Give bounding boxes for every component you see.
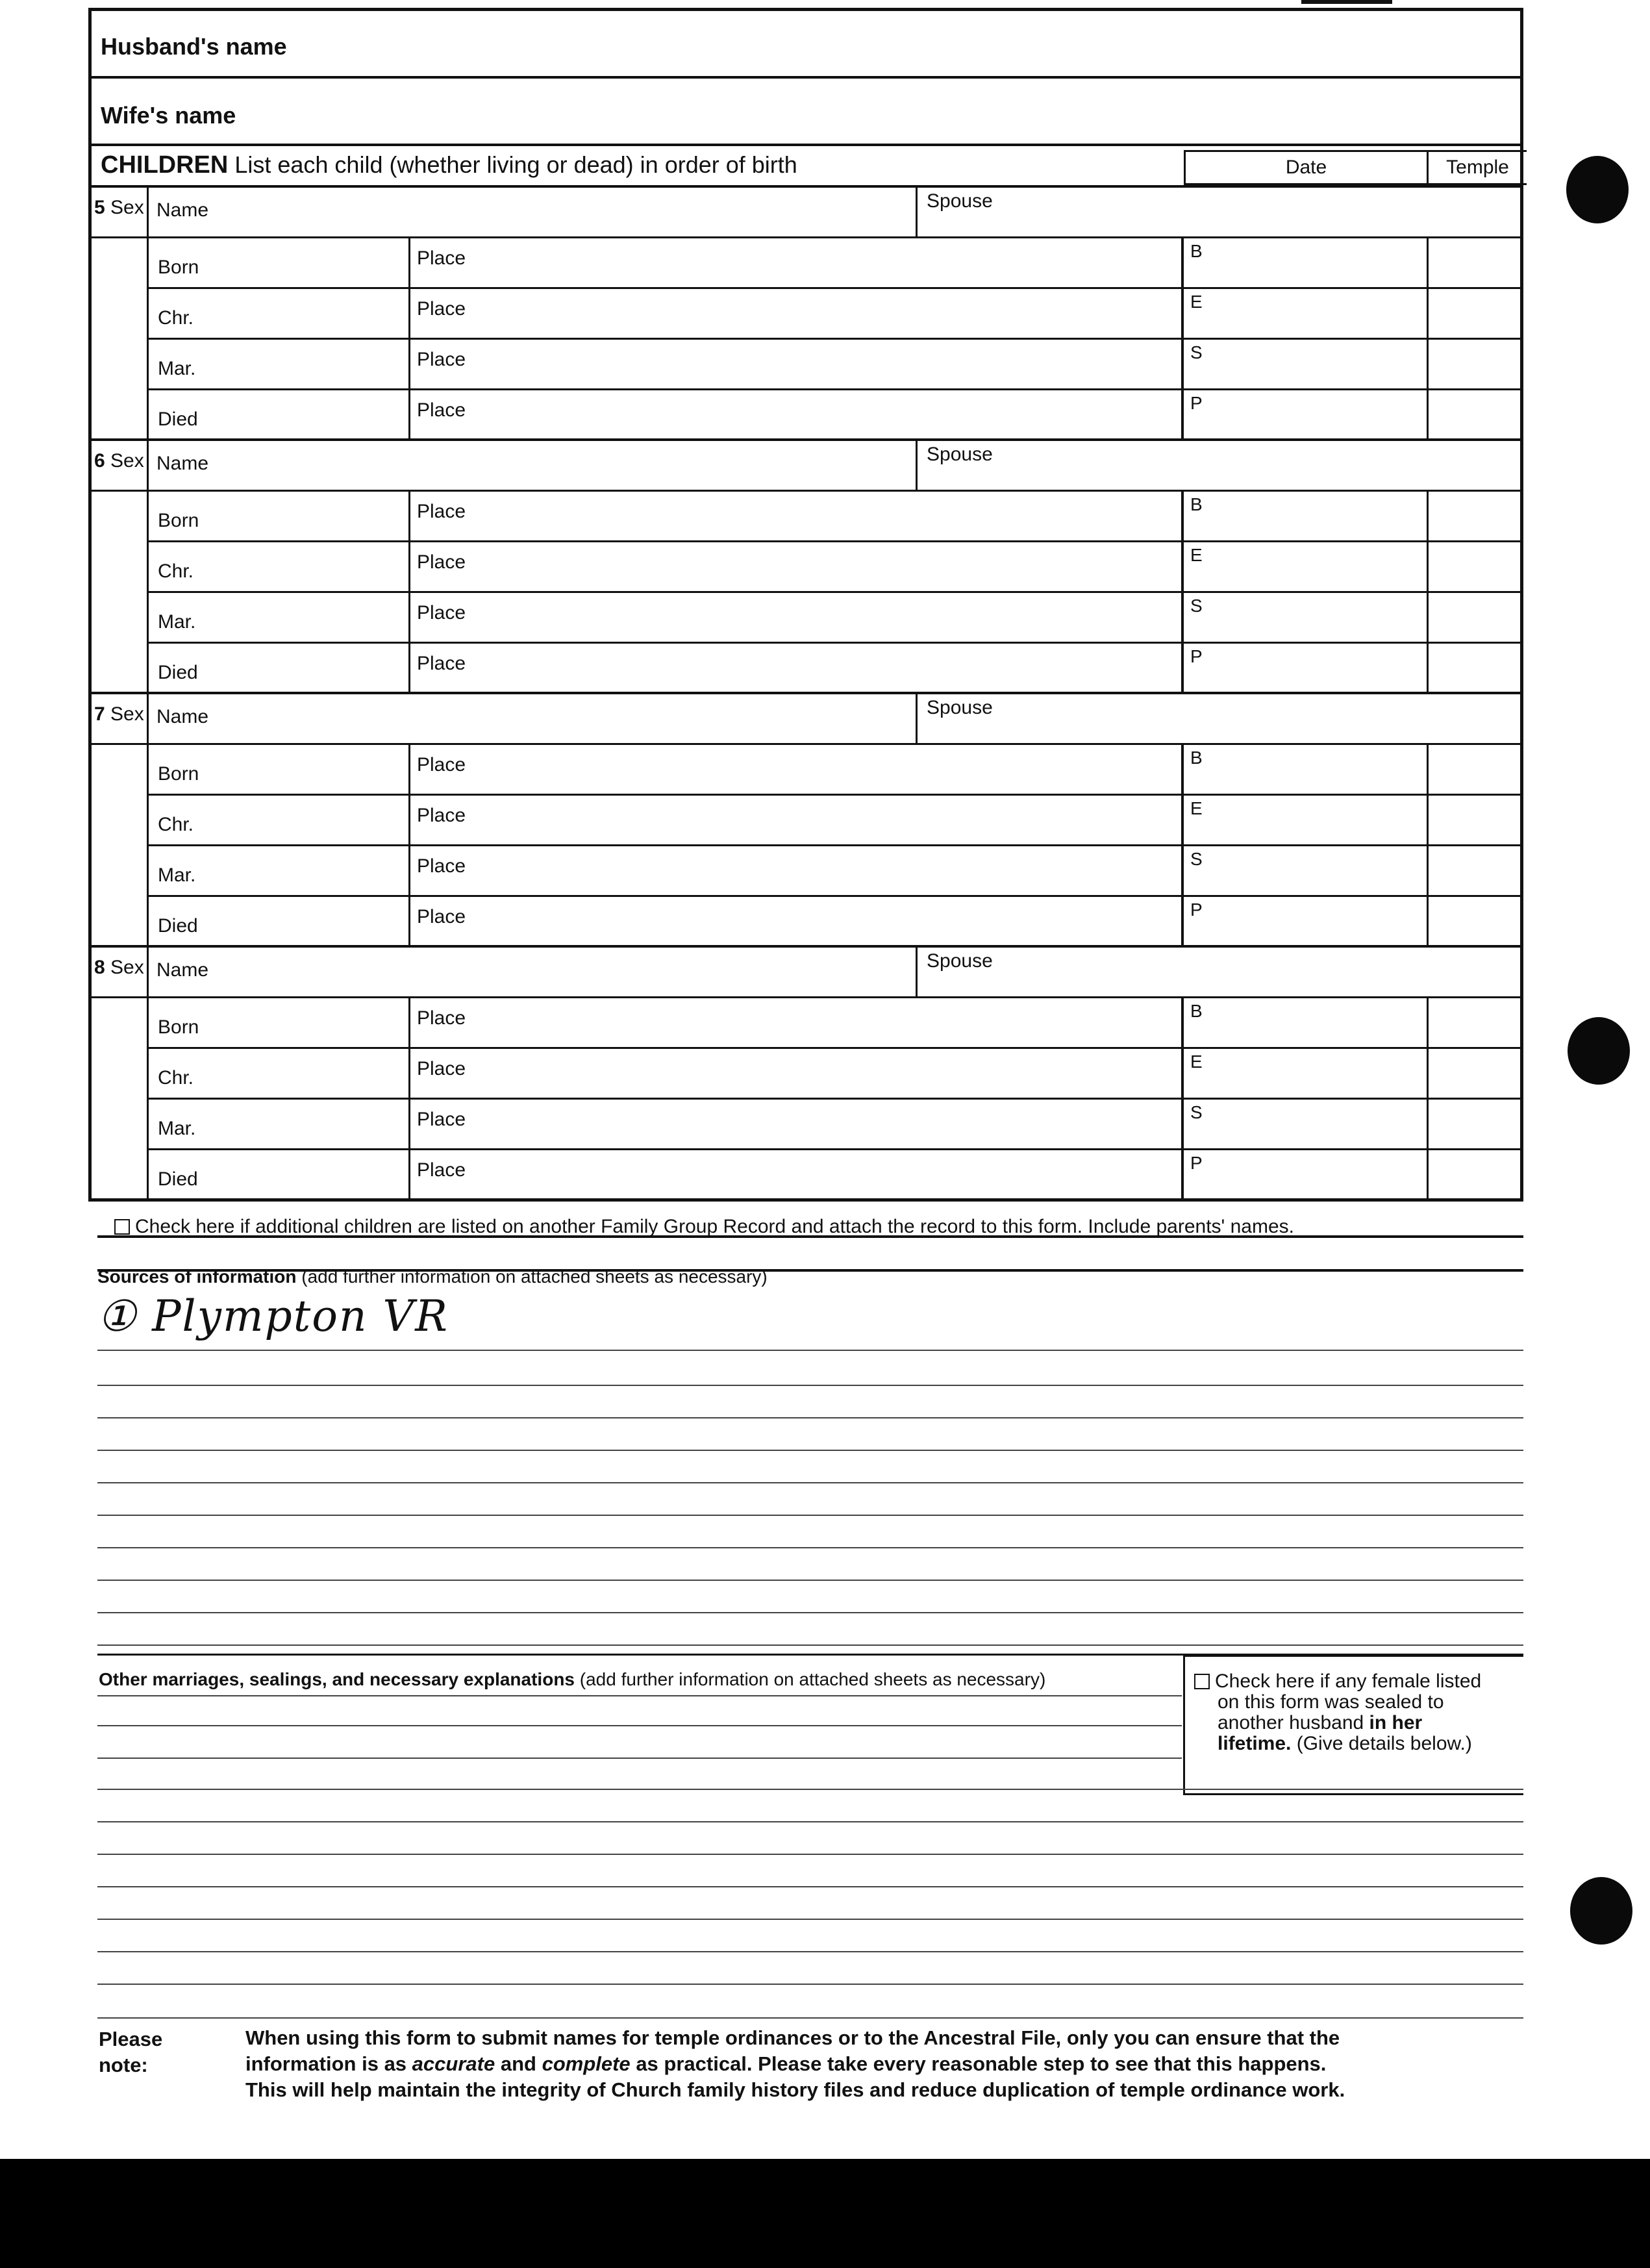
place-label: Place [417,298,466,320]
ordinance-letter: B [1190,494,1203,514]
sources-label-rest: (add further information on attached sheets as necessary) [301,1266,768,1287]
place-label: Place [417,247,466,269]
checkbox-icon[interactable] [1194,1674,1210,1689]
child-number: 6 [94,450,105,472]
place-label: Place [417,653,466,674]
place-field[interactable] [408,745,1184,794]
seal-check-line-3b: in her [1369,1712,1423,1733]
child-number-sex[interactable] [92,948,149,998]
child-number: 7 [94,703,105,725]
ordinance-letter: B [1190,748,1203,768]
sources-label-bold: Sources of information [97,1266,297,1287]
event-row [149,593,1184,644]
event-label[interactable]: Chr. [158,1067,194,1089]
spouse-field[interactable] [918,694,1520,745]
ordinance-letter: S [1190,596,1203,616]
name-label: Name [156,706,209,727]
child-name-field[interactable] [149,188,918,238]
place-label: Place [417,602,466,624]
writing-line[interactable] [97,1482,1523,1483]
writing-line[interactable] [97,1854,1523,1855]
child-number-sex[interactable] [92,441,149,492]
event-row [149,897,1184,948]
sources-label [97,1266,768,1287]
ordinance-letter: E [1190,545,1203,565]
checkbox-icon[interactable] [114,1219,130,1235]
child-block [92,692,1520,945]
place-label: Place [417,855,466,877]
note-line-2 [245,2051,1544,2077]
place-label: Place [417,1109,466,1130]
event-row [149,542,1184,593]
ordinance-date-field[interactable] [1184,238,1427,289]
event-label[interactable]: Born [158,1016,199,1038]
please-note-text [245,2025,1544,2103]
event-label[interactable]: Mar. [158,611,196,633]
event-label[interactable]: Born [158,510,199,531]
name-label: Name [156,959,209,981]
event-label[interactable]: Died [158,662,198,683]
event-label[interactable]: Chr. [158,561,194,582]
temple-field[interactable] [1427,998,1520,1049]
ordinance-letter: P [1190,393,1203,413]
place-label: Place [417,399,466,421]
sex-label: Sex [110,197,144,218]
ordinance-date-field[interactable] [1184,796,1427,846]
note-italic: complete [542,2052,631,2075]
temple-field[interactable] [1427,390,1520,441]
spouse-field[interactable] [918,441,1520,492]
note-italic: accurate [412,2052,495,2075]
event-row [149,492,1184,542]
scan-border [0,2159,1650,2268]
please-note-label: Please note: [99,2028,163,2076]
seal-check-line-2: on this form was sealed to [1218,1691,1444,1713]
children-header [92,146,1520,185]
place-field[interactable] [408,644,1184,692]
writing-line[interactable] [97,1417,1523,1418]
place-label: Place [417,805,466,826]
child-name-field[interactable] [149,441,918,492]
seal-check-line-4: lifetime. [1218,1733,1292,1754]
place-label: Place [417,501,466,522]
writing-line[interactable] [97,1951,1523,1952]
children-subtitle: List each child (whether living or dead) in order of birth [234,151,797,178]
event-row [149,1100,1184,1150]
place-field[interactable] [408,796,1184,844]
other-label-rest: (add further information on attached sheets as necessary) [579,1669,1046,1689]
ordinance-date-field[interactable] [1184,1150,1427,1201]
seal-check-line-3: another husband [1218,1712,1364,1733]
child-block [92,945,1520,1198]
place-field[interactable] [408,238,1184,287]
event-row [149,644,1184,694]
writing-line[interactable] [97,2017,1523,2019]
writing-line[interactable] [97,1580,1523,1581]
writing-line[interactable] [97,1758,1182,1759]
temple-field[interactable] [1427,340,1520,390]
place-field[interactable] [408,1150,1184,1199]
husband-name-row[interactable] [92,11,1520,79]
spouse-field[interactable] [918,188,1520,238]
temple-field[interactable] [1427,492,1520,542]
temple-field[interactable] [1427,1049,1520,1100]
event-row [149,796,1184,846]
place-field[interactable] [408,1049,1184,1098]
ordinance-date-field[interactable] [1184,897,1427,948]
ordinance-letter: P [1190,900,1203,920]
ordinance-letter: S [1190,342,1203,362]
sex-column [92,492,149,692]
place-label: Place [417,1159,466,1181]
spouse-label: Spouse [927,190,993,212]
spouse-label: Spouse [927,444,993,465]
writing-line[interactable] [97,1984,1523,1985]
place-field[interactable] [408,340,1184,388]
writing-line[interactable] [97,1725,1182,1726]
child-number-sex[interactable] [92,188,149,238]
wife-name-row[interactable] [92,79,1520,146]
writing-line[interactable] [97,1644,1523,1646]
child-name-field[interactable] [149,694,918,745]
event-row [149,289,1184,340]
note-text: and [500,2052,536,2075]
note-text: information is as [245,2052,407,2075]
other-marriages-label [99,1669,1045,1690]
writing-line[interactable] [97,1919,1523,1920]
event-row [149,745,1184,796]
ordinance-letter: B [1190,241,1203,261]
event-label[interactable]: Died [158,915,198,937]
event-label[interactable]: Mar. [158,864,196,886]
temple-field[interactable] [1427,745,1520,796]
ordinance-date-field[interactable] [1184,846,1427,897]
family-group-record-form [88,8,1523,1202]
ordinance-date-field[interactable] [1184,289,1427,340]
ordinance-date-field[interactable] [1184,593,1427,644]
temple-field[interactable] [1427,289,1520,340]
children-title-bold: CHILDREN [101,151,229,179]
place-label: Place [417,551,466,573]
name-label: Name [156,199,209,221]
temple-column-header: Temple [1446,157,1509,178]
child-number: 8 [94,957,105,978]
children-list [92,185,1520,1198]
temple-field[interactable] [1427,1100,1520,1150]
ordinance-date-field[interactable] [1184,1100,1427,1150]
place-field[interactable] [408,846,1184,895]
event-row [149,998,1184,1049]
ordinance-letter: B [1190,1001,1203,1021]
writing-line[interactable] [97,1385,1523,1386]
writing-line[interactable] [97,1515,1523,1516]
place-field[interactable] [408,897,1184,946]
seal-check-line-4b: (Give details below.) [1296,1733,1472,1754]
event-label[interactable]: Chr. [158,307,194,329]
ordinance-date-field[interactable] [1184,492,1427,542]
husband-name-label: Husband's name [101,33,287,60]
children-title [101,151,797,179]
note-line-3: This will help maintain the integrity of Church family history files and reduce duplication of temple ordinance work. [245,2078,1345,2101]
event-row [149,340,1184,390]
ordinance-letter: P [1190,646,1203,666]
date-column-header: Date [1186,152,1429,183]
writing-line[interactable] [97,1695,1182,1696]
temple-field[interactable] [1427,542,1520,593]
temple-field[interactable] [1427,897,1520,948]
temple-field[interactable] [1427,1150,1520,1201]
event-label[interactable]: Born [158,257,199,278]
spouse-label: Spouse [927,950,993,972]
ordinance-letter: S [1190,1102,1203,1122]
sex-column [92,998,149,1198]
place-field[interactable] [408,542,1184,591]
writing-line[interactable] [97,1821,1523,1822]
punch-hole [1566,156,1629,223]
note-text: as practical. Please take every reasonable step to see that this happens. [636,2052,1327,2075]
event-label[interactable]: Died [158,1168,198,1190]
event-label[interactable]: Died [158,409,198,430]
ordinance-date-field[interactable] [1184,745,1427,796]
writing-line[interactable] [97,1612,1523,1613]
event-row [149,390,1184,441]
spouse-label: Spouse [927,697,993,718]
ordinance-letter: E [1190,292,1203,312]
ordinance-date-field[interactable] [1184,542,1427,593]
event-row [149,846,1184,897]
event-row [149,238,1184,289]
top-edge-mark [1301,0,1392,4]
handwritten-source-entry: ① Plympton VR [97,1291,449,1341]
ordinance-letter: E [1190,1052,1203,1072]
name-label: Name [156,453,209,474]
sex-label: Sex [110,450,144,472]
temple-field[interactable] [1427,593,1520,644]
place-label: Place [417,754,466,775]
seal-check-line-1: Check here if any female listed [1215,1670,1482,1692]
sex-label: Sex [110,957,144,978]
place-field[interactable] [408,289,1184,338]
temple-field[interactable] [1427,238,1520,289]
place-field[interactable] [408,492,1184,540]
place-label: Place [417,1058,466,1079]
temple-field[interactable] [1427,796,1520,846]
sex-column [92,238,149,438]
temple-field[interactable] [1427,846,1520,897]
ordinance-letter: E [1190,798,1203,818]
additional-children-text: Check here if additional children are listed on another Family Group Record and attach the record to this form. Include parents' names. [135,1216,1294,1237]
sex-column [92,745,149,945]
writing-line[interactable] [97,1450,1523,1451]
writing-line[interactable] [97,1547,1523,1548]
ordinance-date-field[interactable] [1184,644,1427,694]
child-block [92,185,1520,438]
punch-hole [1568,1017,1630,1085]
place-field[interactable] [408,998,1184,1047]
ordinance-date-field[interactable] [1184,340,1427,390]
place-label: Place [417,906,466,927]
ordinance-date-field[interactable] [1184,1049,1427,1100]
event-row [149,1049,1184,1100]
writing-line[interactable] [97,1350,1523,1351]
event-label[interactable]: Mar. [158,358,196,379]
event-row [149,1150,1184,1201]
place-label: Place [417,349,466,370]
ordinance-date-field[interactable] [1184,390,1427,441]
place-field[interactable] [408,1100,1184,1148]
ordinance-date-field[interactable] [1184,998,1427,1049]
note-line-1: When using this form to submit names for temple ordinances or to the Ancestral File, only you can ensure that the [245,2026,1340,2049]
other-label-bold: Other marriages, sealings, and necessary explanations [99,1669,575,1689]
event-label[interactable]: Born [158,763,199,785]
place-field[interactable] [408,593,1184,642]
event-label[interactable]: Mar. [158,1118,196,1139]
sex-label: Sex [110,703,144,725]
sealed-female-checkbox-area[interactable] [1183,1655,1523,1795]
ordinance-letter: S [1190,849,1203,869]
child-block [92,438,1520,692]
date-temple-header [1184,150,1527,185]
child-number: 5 [94,197,105,218]
event-label[interactable]: Chr. [158,814,194,835]
spouse-field[interactable] [918,948,1520,998]
temple-field[interactable] [1427,644,1520,694]
place-field[interactable] [408,390,1184,439]
place-label: Place [417,1007,466,1029]
writing-line[interactable] [97,1886,1523,1887]
child-number-sex[interactable] [92,694,149,745]
additional-children-checkbox[interactable] [114,1216,1294,1238]
ordinance-letter: P [1190,1153,1203,1173]
punch-hole [1570,1877,1632,1945]
child-name-field[interactable] [149,948,918,998]
writing-line[interactable] [97,1789,1523,1790]
wife-name-label: Wife's name [101,102,236,129]
